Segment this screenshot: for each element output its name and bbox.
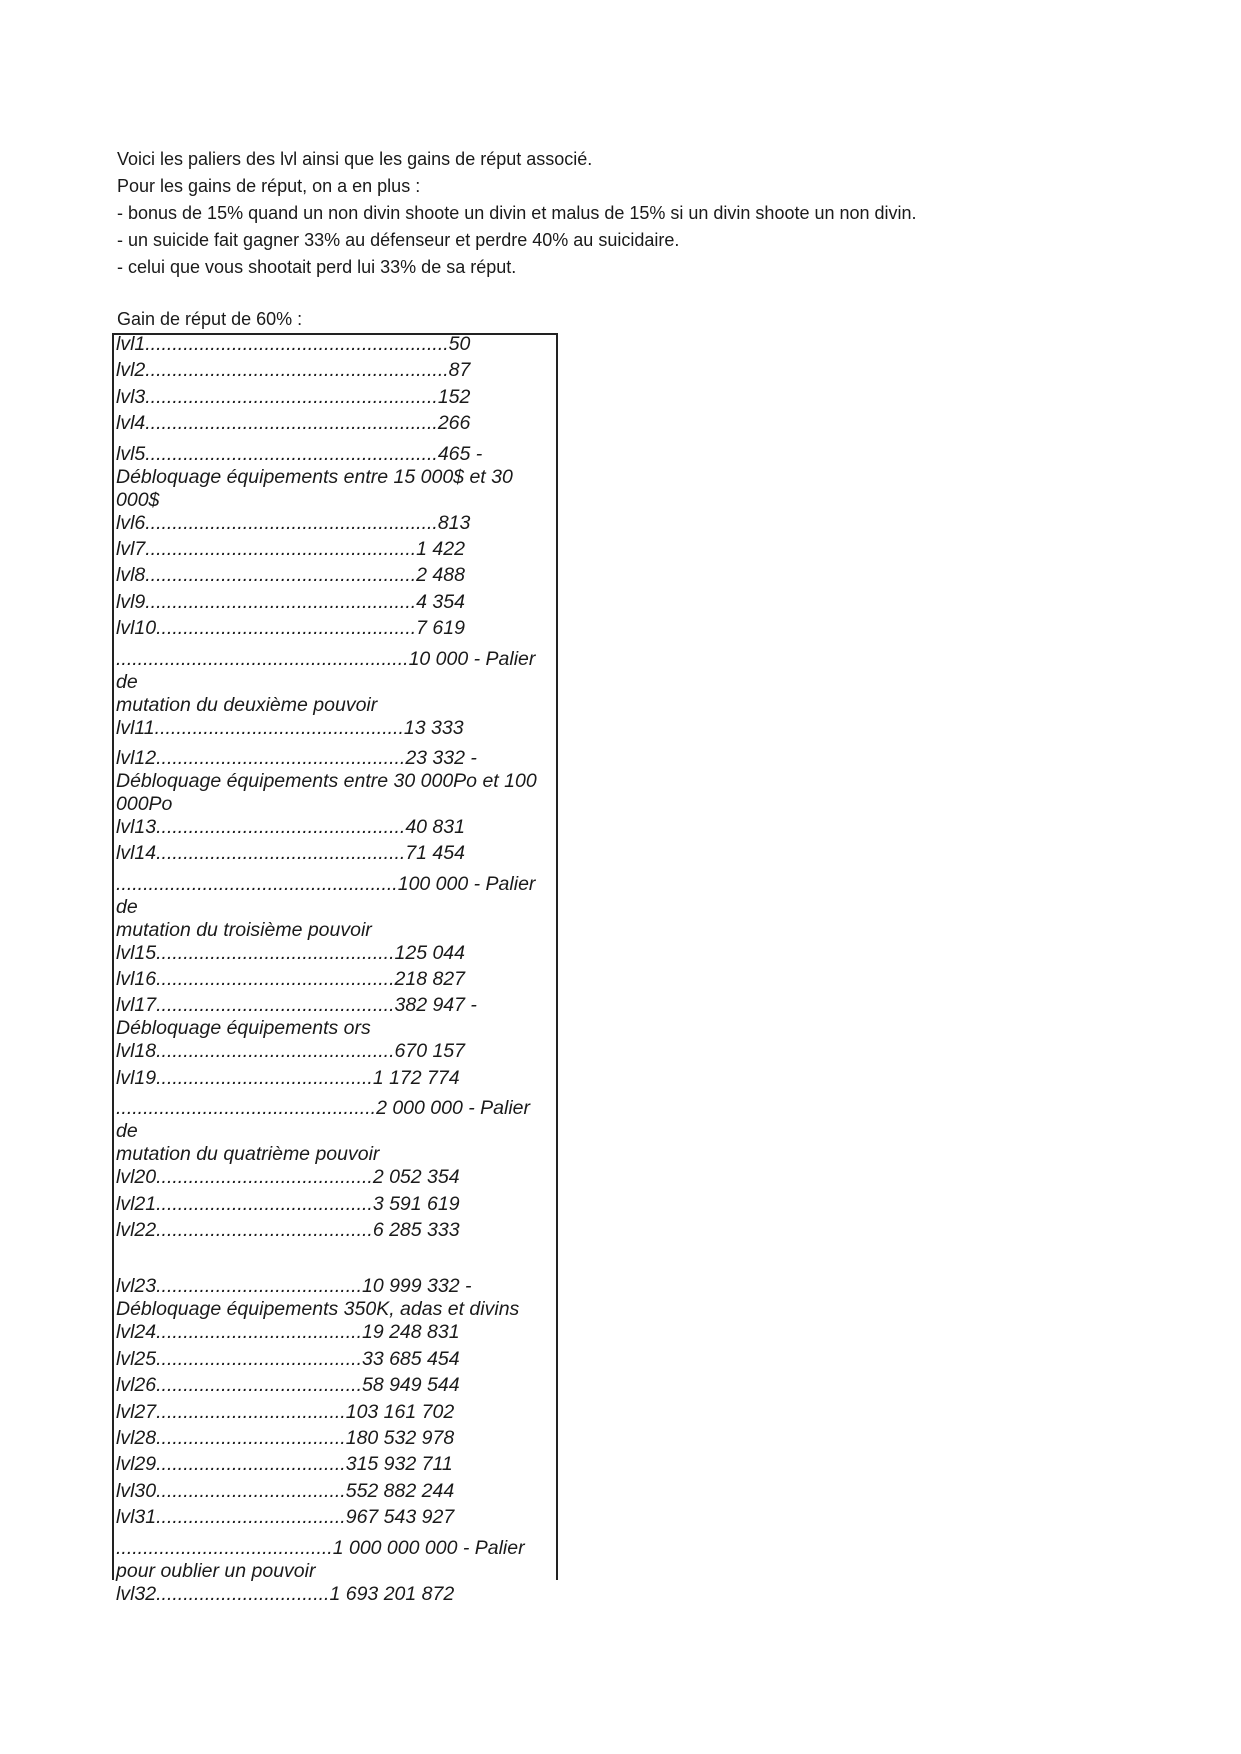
level-label: lvl9 (116, 590, 146, 613)
level-label: lvl20 (116, 1166, 157, 1189)
entry-main-line (116, 359, 556, 382)
dot-leader: ...................................... (156, 1275, 362, 1298)
intro-line: - celui que vous shootait perd lui 33% de sa réput. (117, 257, 517, 277)
level-label: lvl8 (116, 564, 146, 587)
entry-main-line (116, 1040, 556, 1063)
level-entry-lvl5 (116, 443, 556, 512)
entry-main-line (116, 1067, 556, 1090)
level-label: lvl29 (116, 1453, 157, 1476)
level-entry-lvl15 (116, 942, 556, 968)
entry-main-line (116, 412, 556, 435)
dot-leader: .................................................. (145, 564, 417, 587)
level-entry-lvl32 (116, 1583, 556, 1609)
entry-main-line (116, 617, 556, 640)
level-label: lvl5 (116, 442, 146, 465)
reputation-value: 13 333 (403, 716, 464, 739)
entry-main-line (116, 564, 556, 587)
level-entry-lvl1 (116, 333, 556, 359)
level-entry-lvl29 (116, 1453, 556, 1479)
reputation-value: 10 999 332 - (361, 1275, 472, 1298)
level-entry-lvl24 (116, 1321, 556, 1347)
entry-main-line (116, 1219, 556, 1242)
entry-main-line (116, 816, 556, 839)
level-label: lvl3 (116, 385, 146, 408)
level-entry-lvl12 (116, 747, 556, 816)
entry-main-line (116, 717, 556, 740)
reputation-value: 552 882 244 (345, 1479, 455, 1502)
entry-main-line (116, 1453, 556, 1476)
dot-leader: ............................................ (156, 994, 395, 1017)
entry-note: pour oublier un pouvoir (116, 1559, 316, 1582)
intro-line: Voici les paliers des lvl ainsi que les gains de réput associé. (117, 149, 593, 169)
entry-main-line (116, 968, 556, 991)
reputation-value: 967 543 927 (345, 1506, 455, 1529)
dot-leader: ........................................................ (145, 359, 449, 382)
entry-main-line (116, 942, 556, 965)
level-entry-lvl27 (116, 1401, 556, 1427)
level-entry-lvl21 (116, 1193, 556, 1219)
level-label: lvl18 (116, 1040, 157, 1063)
reputation-value: 6 285 333 (372, 1219, 460, 1242)
entry-main-line (116, 1097, 556, 1143)
dot-leader: ...................................................... (145, 442, 438, 465)
level-entry-lvl25 (116, 1348, 556, 1374)
dot-leader: ...................................................... (145, 385, 438, 408)
dot-leader: ...................................... (156, 1374, 362, 1397)
entry-main-line (116, 842, 556, 865)
level-entry-lvl10 (116, 617, 556, 643)
level-label: lvl13 (116, 815, 157, 838)
entry-note: Débloquage équipements 350K, adas et divins (116, 1298, 520, 1321)
level-entry-lvl26 (116, 1374, 556, 1400)
level-label: lvl6 (116, 511, 146, 534)
reputation-value: 813 (437, 511, 471, 534)
entry-main-line (116, 994, 556, 1017)
dot-leader: ...................................................... (145, 412, 438, 435)
level-label: lvl1 (116, 333, 146, 355)
entry-main-line (116, 747, 556, 770)
reputation-value: 50 (448, 333, 471, 355)
entry-note: mutation du deuxième pouvoir (116, 693, 378, 716)
level-label: lvl15 (116, 941, 157, 964)
dot-leader: ...................................................... (145, 511, 438, 534)
level-label: lvl11 (116, 716, 155, 739)
dot-leader: .................................................. (145, 537, 417, 560)
level-label: lvl16 (116, 968, 157, 991)
entry-main-line (116, 1583, 556, 1606)
level-label: lvl28 (116, 1426, 157, 1449)
dot-leader: ............................................ (156, 968, 395, 991)
level-entry-lvl31 (116, 1506, 556, 1532)
level-entry-lvl17 (116, 994, 556, 1040)
level-entry-lvl30 (116, 1480, 556, 1506)
dot-leader: ................................... (156, 1453, 346, 1476)
reputation-value: 2 052 354 (372, 1166, 460, 1189)
reputation-value: 465 - (437, 442, 483, 465)
entry-main-line (116, 1480, 556, 1503)
dot-leader: .............................................. (156, 746, 406, 769)
reputation-value: 1 172 774 (372, 1066, 460, 1089)
dot-leader: ...................................... (156, 1347, 362, 1370)
entry-main-line (116, 1401, 556, 1424)
dot-leader: ........................................ (116, 1536, 333, 1559)
entry-main-line (116, 386, 556, 409)
milestone-entry (116, 1097, 556, 1166)
level-label: lvl26 (116, 1374, 157, 1397)
reputation-value: 33 685 454 (361, 1347, 460, 1370)
level-entry-lvl22 (116, 1219, 556, 1245)
level-entry-lvl28 (116, 1427, 556, 1453)
dot-leader: ...................................................... (116, 647, 409, 670)
entry-main-line (116, 1374, 556, 1397)
reputation-value: 218 827 (394, 968, 465, 991)
entry-note: Débloquage équipements entre 30 000Po et 100 000Po (116, 769, 543, 815)
dot-leader: .................................................... (116, 872, 398, 895)
level-label: lvl2 (116, 359, 146, 382)
dot-leader: ........................................ (156, 1166, 373, 1189)
dot-leader: .............................................. (154, 716, 404, 739)
reputation-value: 40 831 (405, 815, 465, 838)
reputation-value: 23 332 - (405, 746, 477, 769)
dot-leader: .................................................. (145, 590, 417, 613)
milestone-entry (116, 648, 556, 717)
reputation-value: 10 000 - Palier de (116, 647, 541, 693)
entry-main-line (116, 1193, 556, 1216)
entry-note: mutation du troisième pouvoir (116, 918, 372, 941)
entry-note: Débloquage équipements entre 15 000$ et 30 000$ (116, 465, 519, 511)
dot-leader: ................................... (156, 1506, 346, 1529)
level-entry-lvl18 (116, 1040, 556, 1066)
entry-main-line (116, 538, 556, 561)
intro-text (117, 146, 917, 281)
level-label: lvl21 (116, 1192, 157, 1215)
dot-leader: ................................................ (116, 1097, 377, 1120)
entry-main-line (116, 873, 556, 919)
dot-leader: .............................................. (156, 815, 406, 838)
level-label: lvl25 (116, 1347, 157, 1370)
dot-leader: ........................................ (156, 1219, 373, 1242)
reputation-value: 125 044 (394, 941, 465, 964)
level-label: lvl12 (116, 746, 157, 769)
dot-leader: ................................... (156, 1426, 346, 1449)
reputation-value: 3 591 619 (372, 1192, 460, 1215)
level-label: lvl24 (116, 1321, 157, 1344)
table-title: Gain de réput de 60% : (117, 309, 303, 329)
level-label: lvl27 (116, 1400, 157, 1423)
entry-note: Débloquage équipements ors (116, 1017, 371, 1040)
reputation-value: 1 422 (416, 537, 465, 560)
level-entry-lvl7 (116, 538, 556, 564)
dot-leader: ........................................ (156, 1192, 373, 1215)
level-label: lvl10 (116, 617, 157, 640)
dot-leader: ................................................ (156, 617, 417, 640)
reputation-value: 19 248 831 (361, 1321, 460, 1344)
level-list (116, 333, 556, 1609)
dot-leader: ...................................... (156, 1321, 362, 1344)
entry-note: mutation du quatrième pouvoir (116, 1143, 380, 1166)
intro-line: - un suicide fait gagner 33% au défenseur et perdre 40% au suicidaire. (117, 230, 680, 250)
entry-main-line (116, 648, 556, 694)
level-label: lvl32 (116, 1582, 157, 1605)
entry-main-line (116, 512, 556, 535)
level-entry-lvl16 (116, 968, 556, 994)
entry-main-line (116, 591, 556, 614)
level-entry-lvl19 (116, 1067, 556, 1093)
reputation-value: 100 000 - Palier de (116, 872, 541, 918)
dot-leader: ................................... (156, 1479, 346, 1502)
level-label: lvl14 (116, 842, 157, 865)
level-entry-lvl4 (116, 412, 556, 438)
level-entry-lvl6 (116, 512, 556, 538)
level-entry-lvl20 (116, 1166, 556, 1192)
level-entry-lvl9 (116, 591, 556, 617)
dot-leader: ................................ (156, 1582, 330, 1605)
reputation-value: 670 157 (394, 1040, 465, 1063)
milestone-entry (116, 1537, 556, 1583)
entry-main-line (116, 1427, 556, 1450)
intro-line: Pour les gains de réput, on a en plus : (117, 176, 421, 196)
dot-leader: ................................... (156, 1400, 346, 1423)
level-entry-lvl8 (116, 564, 556, 590)
level-label: lvl7 (116, 537, 146, 560)
entry-main-line (116, 1537, 556, 1560)
reputation-value: 7 619 (416, 617, 465, 640)
entry-main-line (116, 333, 556, 356)
reputation-value: 87 (448, 359, 471, 382)
dot-leader: ........................................................ (145, 333, 449, 355)
level-label: lvl30 (116, 1479, 157, 1502)
entry-main-line (116, 443, 556, 466)
reputation-value: 266 (437, 412, 471, 435)
reputation-value: 2 488 (416, 564, 465, 587)
entry-main-line (116, 1506, 556, 1529)
reputation-value: 71 454 (405, 842, 465, 865)
reputation-value: 103 161 702 (345, 1400, 455, 1423)
level-label: lvl22 (116, 1219, 157, 1242)
level-label: lvl17 (116, 994, 157, 1017)
dot-leader: ............................................ (156, 1040, 395, 1063)
level-label: lvl19 (116, 1066, 157, 1089)
dot-leader: ........................................ (156, 1066, 373, 1089)
level-entry-lvl2 (116, 359, 556, 385)
reputation-value: 152 (437, 385, 471, 408)
reputation-value: 58 949 544 (361, 1374, 460, 1397)
reputation-value: 382 947 - (394, 994, 477, 1017)
level-entry-lvl23 (116, 1275, 556, 1321)
level-entry-lvl3 (116, 386, 556, 412)
level-label: lvl23 (116, 1275, 157, 1298)
level-entry-lvl14 (116, 842, 556, 868)
level-entry-lvl11 (116, 717, 556, 743)
milestone-entry (116, 873, 556, 942)
level-label: lvl4 (116, 412, 146, 435)
reputation-value: 1 000 000 000 - Palier (332, 1536, 525, 1559)
reputation-value: 1 693 201 872 (329, 1582, 455, 1605)
entry-main-line (116, 1348, 556, 1371)
level-entry-lvl13 (116, 816, 556, 842)
entry-main-line (116, 1321, 556, 1344)
dot-leader: .............................................. (156, 842, 406, 865)
entry-main-line (116, 1275, 556, 1298)
entry-main-line (116, 1166, 556, 1189)
reputation-value: 2 000 000 - Palier de (116, 1097, 536, 1143)
reputation-value: 180 532 978 (345, 1426, 455, 1449)
dot-leader: ............................................ (156, 941, 395, 964)
reputation-value: 315 932 711 (345, 1453, 453, 1476)
level-label: lvl31 (116, 1506, 157, 1529)
reputation-value: 4 354 (416, 590, 465, 613)
intro-line: - bonus de 15% quand un non divin shoote un divin et malus de 15% si un divin shoote un non divin. (117, 203, 917, 223)
